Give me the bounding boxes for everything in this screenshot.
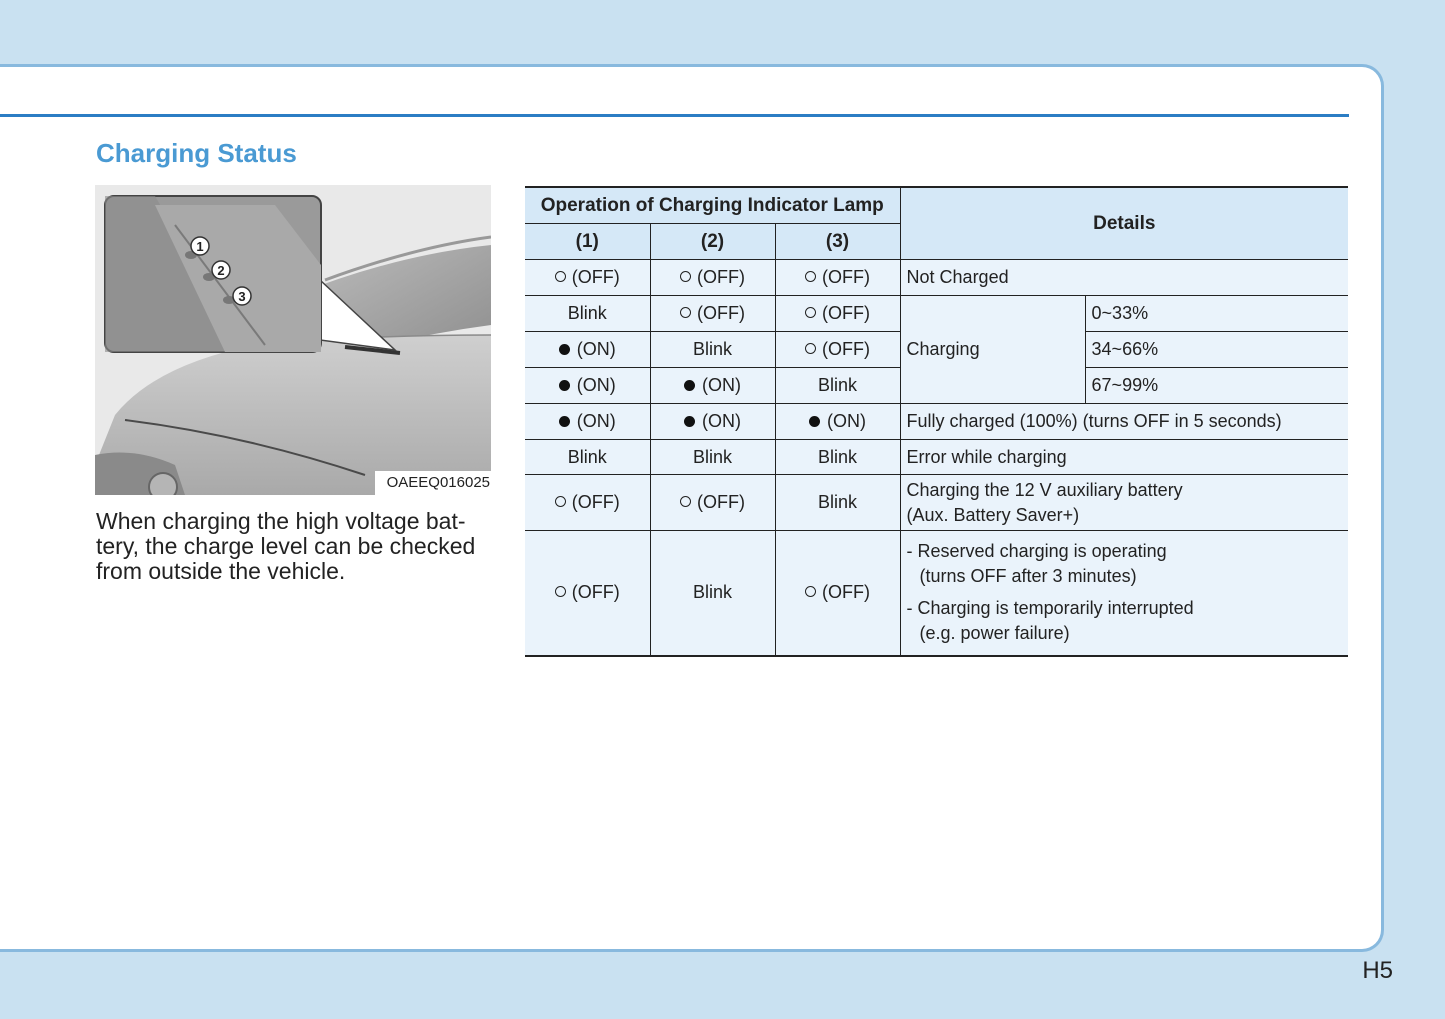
off-icon: [555, 271, 566, 282]
svg-text:3: 3: [238, 289, 246, 304]
callout-3: [233, 287, 251, 305]
on-icon: [559, 416, 570, 427]
table-row: [525, 260, 1348, 296]
lamp-cell: Blink: [525, 296, 650, 332]
lamp-cell: (OFF): [775, 332, 900, 368]
details-line: (Aux. Battery Saver+): [906, 504, 1080, 525]
details-line: (turns OFF after 3 minutes): [919, 566, 1137, 587]
page-number: H5: [1362, 957, 1393, 984]
section-title: Charging Status: [96, 138, 297, 168]
car-illustration: [95, 185, 491, 495]
details-header: Details: [900, 187, 1348, 260]
lamp-cell: (OFF): [775, 260, 900, 296]
header-rule: [0, 114, 1349, 117]
col-header-1: (1): [525, 224, 650, 260]
lamp-cell: (OFF): [525, 475, 650, 531]
off-icon: [805, 343, 816, 354]
lamp-cell: (ON): [775, 404, 900, 440]
charge-level-cell: 0~33%: [1085, 296, 1348, 332]
intro-line: When charging the high voltage bat-: [96, 508, 466, 534]
lamp-cell: (OFF): [525, 531, 650, 656]
off-icon: [680, 271, 691, 282]
col-header-2: (2): [650, 224, 775, 260]
lamp-cell: Blink: [775, 475, 900, 531]
lamp-cell: Blink: [650, 440, 775, 475]
details-cell: Not Charged: [900, 260, 1348, 296]
col-header-3: (3): [775, 224, 900, 260]
table-row: [525, 440, 1348, 475]
lamp-cell: Blink: [650, 531, 775, 656]
table-row: [525, 404, 1348, 440]
off-icon: [680, 496, 691, 507]
lamp-group-header: Operation of Charging Indicator Lamp: [525, 187, 900, 224]
off-icon: [555, 586, 566, 597]
off-icon: [805, 586, 816, 597]
details-line: Charging the 12 V auxiliary battery: [906, 479, 1183, 500]
table-row: [525, 475, 1348, 531]
table-row: [525, 296, 1348, 332]
lamp-cell: (OFF): [650, 260, 775, 296]
callout-2: [212, 261, 230, 279]
lamp-cell: (OFF): [775, 296, 900, 332]
lamp-cell: (ON): [525, 404, 650, 440]
table-row: [525, 531, 1348, 656]
lamp-cell: (ON): [650, 404, 775, 440]
details-cell: [900, 475, 1348, 531]
lamp-cell: Blink: [525, 440, 650, 475]
on-icon: [559, 380, 570, 391]
lamp-cell: (OFF): [650, 296, 775, 332]
lamp-cell: (ON): [525, 368, 650, 404]
off-icon: [805, 307, 816, 318]
details-line: (e.g. power failure): [919, 623, 1070, 644]
details-cell: [900, 531, 1348, 656]
lamp-cell: Blink: [775, 440, 900, 475]
on-icon: [559, 344, 570, 355]
details-cell: Fully charged (100%) (turns OFF in 5 seconds): [900, 404, 1348, 440]
off-icon: [680, 307, 691, 318]
intro-paragraph: [96, 509, 496, 584]
on-icon: [684, 380, 695, 391]
lamp-cell: Blink: [650, 332, 775, 368]
lamp-cell: Blink: [775, 368, 900, 404]
lamp-cell: (OFF): [775, 531, 900, 656]
details-line: - Charging is temporarily interrupted: [906, 598, 1194, 619]
charge-level-cell: 34~66%: [1085, 332, 1348, 368]
svg-text:2: 2: [217, 263, 225, 278]
table-header-row: [525, 187, 1348, 224]
on-icon: [684, 416, 695, 427]
figure-code: OAEEQ016025: [375, 471, 491, 495]
details-line: - Reserved charging is operating: [906, 541, 1167, 562]
charge-level-cell: 67~99%: [1085, 368, 1348, 404]
lamp-cell: (OFF): [525, 260, 650, 296]
charging-category-cell: Charging: [900, 296, 1085, 404]
callout-1: [191, 237, 209, 255]
off-icon: [555, 496, 566, 507]
intro-line: tery, the charge level can be checked: [96, 533, 476, 559]
svg-text:1: 1: [196, 239, 204, 254]
charging-indicator-figure: [95, 185, 491, 495]
charging-status-table: [525, 186, 1348, 657]
intro-line: from outside the vehicle.: [96, 558, 346, 584]
details-cell: Error while charging: [900, 440, 1348, 475]
lamp-cell: (OFF): [650, 475, 775, 531]
lamp-cell: (ON): [525, 332, 650, 368]
off-icon: [805, 271, 816, 282]
on-icon: [809, 416, 820, 427]
lamp-cell: (ON): [650, 368, 775, 404]
